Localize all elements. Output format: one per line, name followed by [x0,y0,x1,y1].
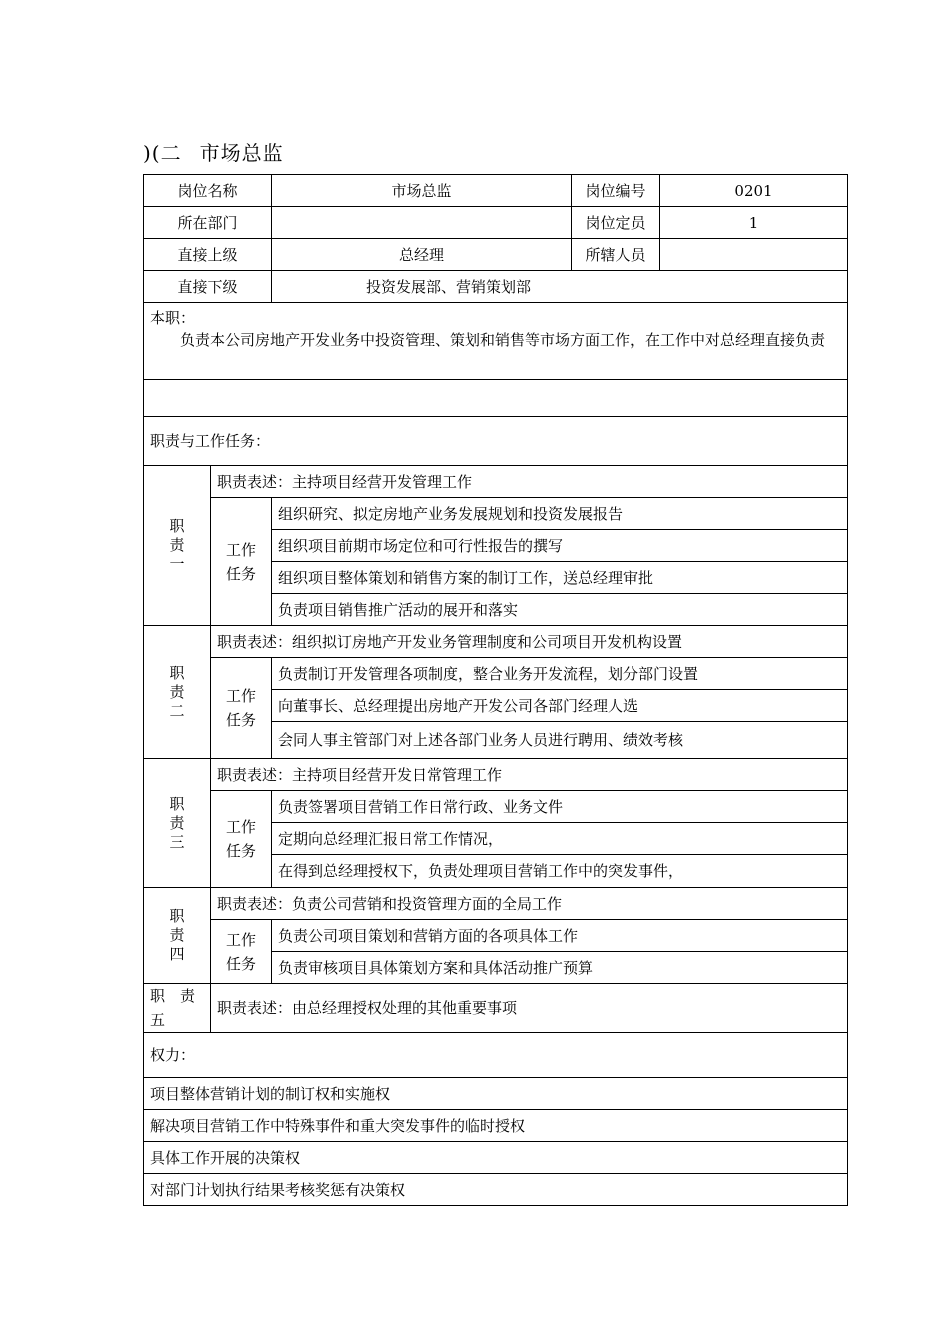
duty-1-name: 职 责 一 [144,466,211,626]
duty-1-task: 负责项目销售推广活动的展开和落实 [272,594,848,626]
subordinate-value: 投资发展部、营销策划部 [272,271,848,303]
duty-4-statement: 职责表述：负责公司营销和投资管理方面的全局工作 [211,888,848,920]
benzhi-cell [144,303,848,380]
duty-3-name: 职 责 三 [144,759,211,888]
duty-4-task: 负责审核项目具体策划方案和具体活动推广预算 [272,952,848,984]
benzhi-text: 负责本公司房地产开发业务中投资管理、策划和销售等市场方面工作，在工作中对总经理直接负责 [180,331,826,349]
duty-4-task-label: 工作 任务 [211,920,272,984]
duty-2-name: 职 责 二 [144,626,211,759]
duty-4-task: 负责公司项目策划和营销方面的各项具体工作 [272,920,848,952]
duty-1-task: 组织研究、拟定房地产业务发展规划和投资发展报告 [272,498,848,530]
headcount-value: 1 [660,207,848,239]
power-heading: 权力： [144,1033,848,1078]
headcount-label: 岗位定员 [572,207,660,239]
benzhi-label: 本职： [150,309,196,327]
info-row [144,207,848,239]
subordinate-label: 直接下级 [144,271,272,303]
duty-2-task: 负责制订开发管理各项制度，整合业务开发流程，划分部门设置 [272,658,848,690]
duty-3-statement: 职责表述：主持项目经营开发日常管理工作 [211,759,848,791]
duty-3-task: 在得到总经理授权下，负责处理项目营销工作中的突发事件， [272,855,848,888]
pos-code-label: 岗位编号 [572,175,660,207]
job-description-table [143,174,848,1206]
duty-4-name: 职 责 四 [144,888,211,984]
info-row [144,271,848,303]
info-row [144,239,848,271]
duty-1-task-label: 工作 任务 [211,498,272,626]
duty-3-task-label: 工作 任务 [211,791,272,888]
duty-1-task: 组织项目前期市场定位和可行性报告的撰写 [272,530,848,562]
power-item: 解决项目营销工作中特殊事件和重大突发事件的临时授权 [144,1110,848,1142]
duty-2-statement: 职责表述：组织拟订房地产开发业务管理制度和公司项目开发机构设置 [211,626,848,658]
section-number: )(二 [143,141,182,165]
duty-2-task-label: 工作 任务 [211,658,272,759]
duty-1-statement: 职责表述：主持项目经营开发管理工作 [211,466,848,498]
dept-label: 所在部门 [144,207,272,239]
duty-3-task: 负责签署项目营销工作日常行政、业务文件 [272,791,848,823]
duty-2-task: 向董事长、总经理提出房地产开发公司各部门经理人选 [272,690,848,722]
duty-5-statement: 职责表述：由总经理授权处理的其他重要事项 [211,984,848,1033]
staff-value [660,239,848,271]
superior-label: 直接上级 [144,239,272,271]
section-title [143,137,284,166]
dept-value [272,207,572,239]
power-item: 对部门计划执行结果考核奖惩有决策权 [144,1174,848,1206]
power-item: 具体工作开展的决策权 [144,1142,848,1174]
duty-2-task: 会同人事主管部门对上述各部门业务人员进行聘用、绩效考核 [272,722,848,759]
superior-value: 总经理 [272,239,572,271]
pos-name-label: 岗位名称 [144,175,272,207]
duty-1-task: 组织项目整体策划和销售方案的制订工作，送总经理审批 [272,562,848,594]
pos-code-value: 0201 [660,175,848,207]
info-row [144,175,848,207]
staff-label: 所辖人员 [572,239,660,271]
duties-heading: 职责与工作任务： [144,417,848,466]
power-item: 项目整体营销计划的制订权和实施权 [144,1078,848,1110]
duty-3-task: 定期向总经理汇报日常工作情况， [272,823,848,855]
section-name: 市场总监 [199,141,284,165]
pos-name-value: 市场总监 [272,175,572,207]
duty-5-name: 职 责 五 [144,984,211,1033]
blank-row [144,380,848,417]
